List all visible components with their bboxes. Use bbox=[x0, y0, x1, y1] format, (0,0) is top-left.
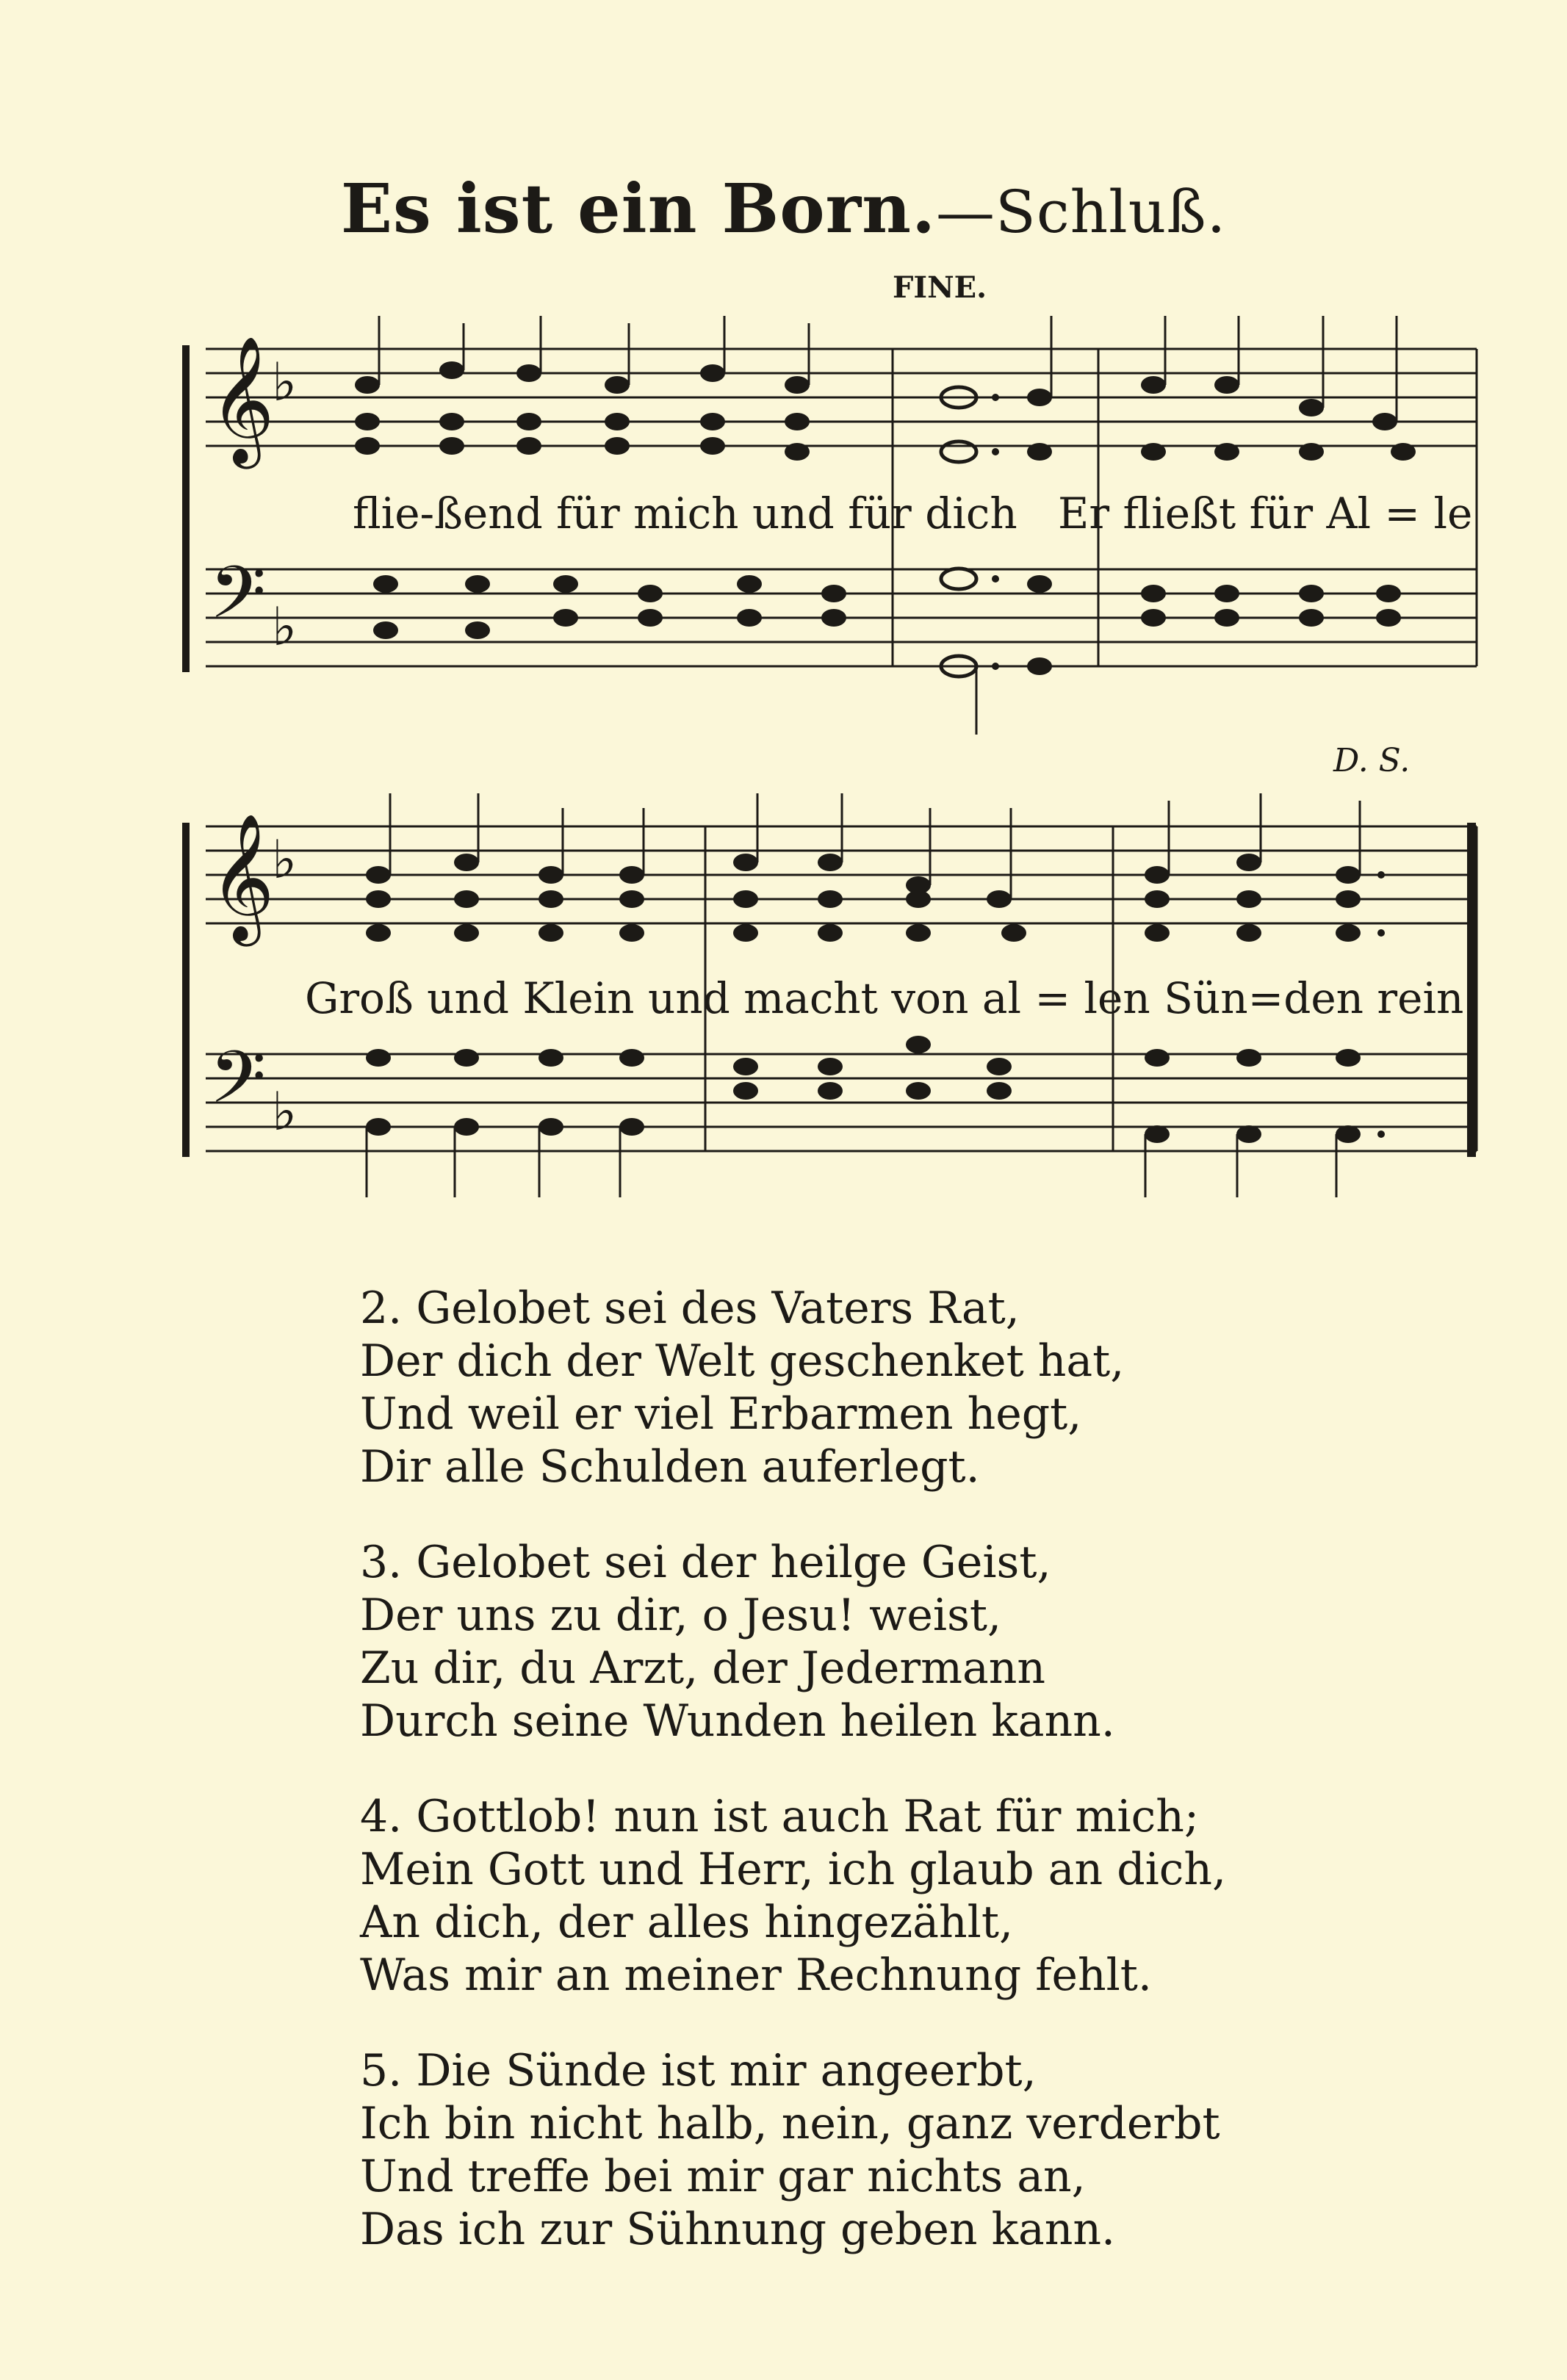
verse-line: Der uns zu dir, o Jesu! weist, bbox=[360, 1590, 1002, 1641]
verse-line: Zu dir, du Arzt, der Jedermann bbox=[360, 1642, 1046, 1694]
music-system-2 bbox=[176, 786, 1484, 1197]
verse-line: 3. Gelobet sei der heilge Geist, bbox=[360, 1537, 1051, 1588]
verse-line: 5. Die Sünde ist mir angeerbt, bbox=[360, 2045, 1037, 2096]
verse-line: Was mir an meiner Rechnung fehlt. bbox=[360, 1950, 1152, 2001]
verse-line: Dir alle Schulden auferlegt. bbox=[360, 1441, 980, 1493]
flat-key-signature-icon: ♭ bbox=[272, 829, 297, 890]
bass-clef-icon: 𝄢 bbox=[209, 551, 267, 653]
verse-5 bbox=[360, 2044, 1388, 2256]
verse-3 bbox=[360, 1536, 1388, 1748]
verse-line: An dich, der alles hingezählt, bbox=[360, 1897, 1014, 1948]
verse-line: Durch seine Wunden heilen kann. bbox=[360, 1695, 1115, 1747]
verse-2 bbox=[360, 1282, 1388, 1493]
verse-line: Ich bin nicht halb, nein, ganz verderbt bbox=[360, 2098, 1220, 2149]
verse-4 bbox=[360, 1790, 1388, 2002]
hymn-title bbox=[0, 169, 1567, 248]
verse-line: 2. Gelobet sei des Vaters Rat, bbox=[360, 1283, 1020, 1334]
flat-key-signature-icon: ♭ bbox=[272, 351, 297, 413]
treble-clef-icon: 𝄞 bbox=[209, 813, 275, 941]
verse-line: Das ich zur Sühnung geben kann. bbox=[360, 2204, 1116, 2255]
verse-line: Mein Gott und Herr, ich glaub an dich, bbox=[360, 1844, 1227, 1895]
flat-key-signature-icon: ♭ bbox=[272, 1081, 297, 1142]
system-brace bbox=[182, 823, 190, 1157]
fine-marking: FINE. bbox=[893, 270, 987, 305]
verse-line: Und treffe bei mir gar nichts an, bbox=[360, 2151, 1086, 2202]
music-system-1 bbox=[176, 309, 1484, 749]
hymn-title-main: Es ist ein Born. bbox=[340, 169, 937, 248]
verse-line: 4. Gottlob! nun ist auch Rat für mich; bbox=[360, 1791, 1200, 1842]
bass-clef-icon: 𝄢 bbox=[209, 1036, 267, 1138]
ds-marking: D. S. bbox=[1333, 742, 1411, 779]
verse-line: Der dich der Welt geschenket hat, bbox=[360, 1335, 1125, 1387]
hymn-title-sub: —Schluß. bbox=[936, 178, 1227, 246]
treble-clef-icon: 𝄞 bbox=[209, 336, 275, 464]
lyrics-line-1: flie-ßend für mich und für dich Er fließt für Al = le bbox=[353, 488, 1473, 538]
verses bbox=[360, 1282, 1388, 2298]
system-brace bbox=[182, 345, 190, 672]
flat-key-signature-icon: ♭ bbox=[272, 596, 297, 657]
lyrics-line-2: Groß und Klein und macht von al = len Sün=den rein. bbox=[305, 973, 1477, 1023]
verse-line: Und weil er viel Erbarmen hegt, bbox=[360, 1388, 1082, 1440]
